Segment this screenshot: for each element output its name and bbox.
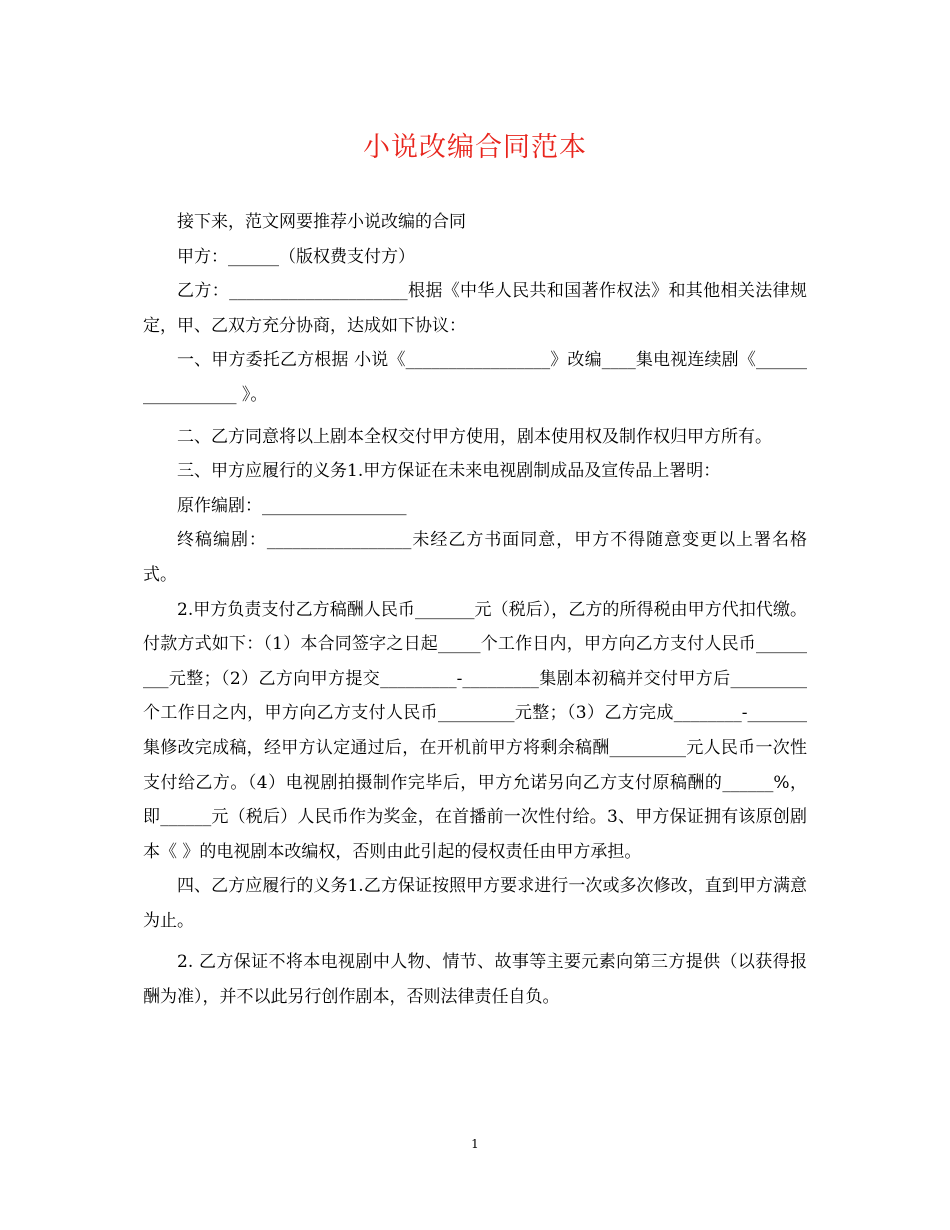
original-writer-line: 原作编剧：_________________ (177, 495, 407, 516)
clause-3-paragraph: 三、甲方应履行的义务1.甲方保证在未来电视剧制成品及宣传品上署明： (177, 461, 721, 482)
clause-2-paragraph: 二、乙方同意将以上剧本全权交付甲方使用，剧本使用权及制作权归甲方所有。 (177, 426, 772, 447)
payment-paragraph: 2.甲方负责支付乙方稿酬人民币_______元（税后），乙方的所得税由甲方代扣代缴。付款方式如下：（1）本合同签字之日起_____个工作日内，甲方向乙方支付人民币_________元整；（2）乙方向甲方提交_________-_________集剧本初稿并交付甲方后_________个工作日之内，甲方向乙方支付人民币_________元整；（3）乙方完成________-_______集修改完成稿，经甲方认定通过后，在开机前甲方将剩余稿酬_________元人民币一次性支付给乙方。（4）电视剧拍摄制作完毕后，甲方允诺另向乙方支付原稿酬的______%，即______元（税后）人民币作为奖金，在首播前一次性付给。3、甲方保证拥有该原创剧本《 》的电视剧本改编权，否则由此引起的侵权责任由甲方承担。 (143, 599, 807, 862)
clause-4-item-2-paragraph: 2. 乙方保证不将本电视剧中人物、情节、故事等主要元素向第三方提供（以获得报酬为准），并不以此另行创作剧本，否则法律责任自负。 (143, 952, 807, 1008)
clause-1-paragraph: 一、甲方委托乙方根据 小说《_________________》改编____集电视连续剧《_________________ 》。 (143, 350, 807, 405)
party-a-line: 甲方：______（版权费支付方） (177, 246, 415, 267)
page-number: 1 (471, 1137, 479, 1151)
intro-paragraph: 接下来，范文网要推荐小说改编的合同 (177, 212, 466, 232)
clause-4-paragraph: 四、乙方应履行的义务1.乙方保证按照甲方要求进行一次或多次修改，直到甲方满意为止。 (143, 876, 807, 931)
final-writer-paragraph: 终稿编剧：_________________未经乙方书面同意，甲方不得随意变更以上署名格式。 (143, 530, 807, 585)
document-title: 小说改编合同范本 (363, 132, 587, 163)
party-b-paragraph: 乙方：_____________________根据《中华人民共和国著作权法》和其他相关法律规定，甲、乙双方充分协商，达成如下协议： (143, 281, 807, 336)
document-body (143, 205, 807, 1015)
